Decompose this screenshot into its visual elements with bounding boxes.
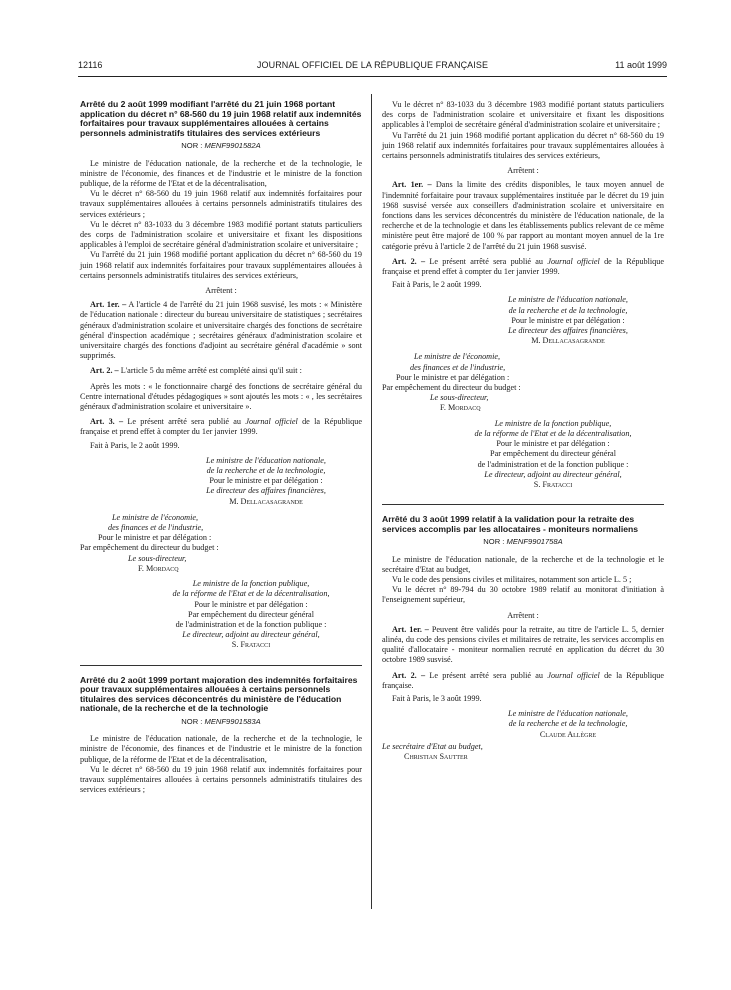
article-clause: Art. 3. – Le présent arrêté sera publié au Journal officiel de la République française et prend effet à compter du 1er janvier 1999. [80, 417, 363, 437]
signature-block: Le ministre de l'économie, des finances et de l'industrie, Pour le ministre et par délégation : Par empêchement du directeur du budget : Le sous-directeur, F. Mordacq [80, 513, 362, 574]
article-separator [382, 504, 664, 505]
article-clause: Art. 2. – L'article 5 du même arrêté est complété ainsi qu'il suit : [90, 366, 302, 376]
article-title: Arrêté du 2 août 1999 modifiant l'arrêté du 21 juin 1968 portant application du décret n° 68-560 du 19 juin 1968 relatif aux indemnités forfaitaires pour travaux supplémentaires allouées à certains personnels administratifs titulaires des services extérieurs [80, 99, 362, 138]
article-1 [80, 100, 362, 651]
article-clause: Art. 1er. – Peuvent être validés pour la retraite, au titre de l'article L. 5, dernier alinéa, du code des pensions civiles et militaires de retraite, les services accomplis en qualité d'allocataire - moniteur normalien recruté en application du décret du 30 octobre 1989 susvisé. [382, 624, 664, 665]
article-title: Arrêté du 3 août 1999 relatif à la validation pour la retraite des services accomplis par les allocataires - moniteurs normaliens [382, 514, 639, 534]
arretent: Arrêtent : [507, 166, 539, 176]
signatory-name: F. Mordacq [440, 403, 481, 413]
article-2 [80, 676, 362, 796]
right-column [382, 100, 664, 762]
signature-block: Le ministre de la fonction publique, de la réforme de l'Etat et de la décentralisation, Pour le ministre et par délégation : Par empêchement du directeur général de l'administration et de la fonction publique : Le directeur, adjoint au directeur général, S. Fratacci [140, 579, 362, 650]
visa: Vu le décret n° 68-560 du 19 juin 1968 relatif aux indemnités forfaitaires pour travaux supplémentaires allouées à certains personnels administratifs titulaires des services extérieurs ; [80, 189, 362, 219]
signature-block: Le ministre de la fonction publique, de la réforme de l'Etat et de la décentralisation, Pour le ministre et par délégation : Par empêchement du directeur général de l'administration et de la fonction publique : Le directeur, adjoint au directeur général, S. Fratacci [442, 419, 664, 490]
nor-reference: NOR : MENF9901758A [483, 537, 563, 547]
signature-date: Fait à Paris, le 2 août 1999. [90, 440, 180, 450]
visa: Vu le décret n° 68-560 du 19 juin 1968 relatif aux indemnités forfaitaires pour travaux supplémentaires allouées à certains personnels administratifs titulaires des services extérieurs ; [80, 764, 362, 795]
visa: Vu le décret n° 83-1033 du 3 décembre 1983 modifié portant statuts particuliers des corps de l'administration scolaire et universitaire et fixant les dispositions applicables à l'emploi de secrétaire général d'administration scolaire et universitaire ; [382, 100, 664, 130]
article-clause: Art. 2. – Le présent arrêté sera publié au Journal officiel de la République française et prend effet à compter du 1er janvier 1999. [382, 256, 665, 277]
signature-block: Le ministre de l'économie, des finances et de l'industrie, Pour le ministre et par délégation : Par empêchement du directeur du budget : Le sous-directeur, F. Mordacq [382, 352, 664, 413]
signature-block: Le secrétaire d'Etat au budget, Christian Sautter [382, 742, 664, 762]
signatory-name: Christian Sautter [404, 751, 468, 761]
signature-block: Le ministre de l'éducation nationale, de la recherche et de la technologie, Pour le ministre et par délégation : Le directeur des affaires financières, M. Dellacasagrande [472, 295, 664, 346]
signatory-name: F. Mordacq [138, 563, 179, 573]
article-3 [382, 515, 664, 762]
signatory-name: S. Fratacci [533, 479, 573, 489]
signature-date: Fait à Paris, le 3 août 1999. [392, 693, 482, 703]
article-clause: Art. 1er. – A l'article 4 de l'arrêté du 21 juin 1968 susvisé, les mots : « Ministère de l'éducation nationale : directeur du bureau universitaire de statistiques ; secrétaires généraux d'administration scolaire et universitaire chargés des fonctions de secrétaire général d'inspection académique ; secrétaires généraux d'administration scolaire et universitaire chargés des fonctions d'adjoint au secrétaire général d'académie » sont supprimés. [80, 300, 362, 361]
arretent: Arrêtent : [507, 610, 539, 620]
page-number: 12116 [78, 60, 103, 70]
article-separator [80, 665, 362, 666]
signature-block: Le ministre de l'éducation nationale, de la recherche et de la technologie, Pour le ministre et par délégation : Le directeur des affaires financières, M. Dellacasagrande [170, 456, 362, 507]
visa: Le ministre de l'éducation nationale, de la recherche et de la technologie, le ministre de l'économie, des finances et de l'industrie et le ministre de la fonction publique, de la réforme de l'Etat et de la décentralisation, [80, 158, 362, 188]
journal-title: JOURNAL OFFICIEL DE LA RÉPUBLIQUE FRANÇAISE [256, 60, 489, 70]
page-header [78, 60, 667, 74]
visa: Le ministre de l'éducation nationale, de la recherche et de la technologie et le secrétaire d'Etat au budget, [382, 554, 664, 574]
signatory-name: S. Fratacci [231, 640, 271, 650]
article-clause: Art. 2. – Le présent arrêté sera publié au Journal officiel de la République française. [382, 670, 665, 690]
header-rule [78, 76, 667, 77]
signature-block: Le ministre de l'éducation nationale, de la recherche et de la technologie, Claude Allègre [472, 709, 664, 740]
visa: Vu le code des pensions civiles et militaires, notamment son article L. 5 ; [392, 574, 632, 584]
left-column [80, 100, 362, 795]
article-title: Arrêté du 2 août 1999 portant majoration des indemnités forfaitaires pour travaux supplémentaires allouées à certains personnels titulaires des services déconcentrés du ministère de l'éducation nationale, de la recherche et de la technologie [80, 674, 358, 714]
signatory-name: M. Dellacasagrande [229, 496, 303, 506]
signatory-name: M. Dellacasagrande [531, 336, 605, 346]
arretent: Arrêtent : [205, 286, 237, 296]
visa: Vu le décret n° 89-794 du 30 octobre 1989 relatif au monitorat d'initiation à l'enseignement supérieur, [382, 585, 664, 605]
visa: Le ministre de l'éducation nationale, de la recherche et de la technologie, le ministre de l'économie, des finances et de l'industrie et le ministre de la fonction publique, de la réforme de l'Etat et de la décentralisation, [80, 734, 362, 764]
nor-reference: NOR : MENF9901582A [181, 141, 261, 151]
visa: Vu l'arrêté du 21 juin 1968 modifié portant application du décret n° 68-560 du 19 juin 1968 relatif aux indemnités forfaitaires pour travaux supplémentaires allouées à certains personnels administratifs titulaires des services extérieurs, [382, 130, 664, 161]
issue-date: 11 août 1999 [615, 60, 667, 70]
article-2-continued [382, 100, 664, 490]
signatory-name: Claude Allègre [539, 729, 597, 739]
article-clause: Art. 1er. – Dans la limite des crédits disponibles, le taux moyen annuel de l'indemnité forfaitaire pour travaux supplémentaires instituée par le décret du 19 juin 1968 susvisé versée aux conseillers d'administration scolaire et universitaire en fonctions dans les services déconcentrés du ministère de l'éducation nationale, de la recherche et de la technologie et dans les établissements publics relevant de ce même ministère peut être majoré de 100 % par rapport au montant moyen annuel de la 1re catégorie prévu à l'article 2 de l'arrêté du 21 juin 1968 susvisé. [382, 180, 665, 251]
visa: Vu l'arrêté du 21 juin 1968 modifié portant application du décret n° 68-560 du 19 juin 1968 relatif aux indemnités forfaitaires pour travaux supplémentaires allouées à certains personnels administratifs titulaires des services extérieurs, [80, 250, 362, 280]
nor-reference: NOR : MENF9901583A [181, 716, 261, 726]
signature-date: Fait à Paris, le 2 août 1999. [392, 280, 482, 290]
visa: Vu le décret n° 83-1033 du 3 décembre 1983 modifié portant statuts particuliers des corps de l'administration scolaire et universitaire et fixant les dispositions applicables à l'emploi de secrétaire général d'administration scolaire et universitaire ; [80, 219, 362, 250]
column-divider [371, 94, 372, 909]
article-clause-text: Après les mots : « le fonctionnaire chargé des fonctions de secrétaire général du Centre international d'études pédagogiques » sont ajoutés les mots : « , les secrétaires généraux d'administration scolaire et universitaire ». [80, 381, 362, 412]
